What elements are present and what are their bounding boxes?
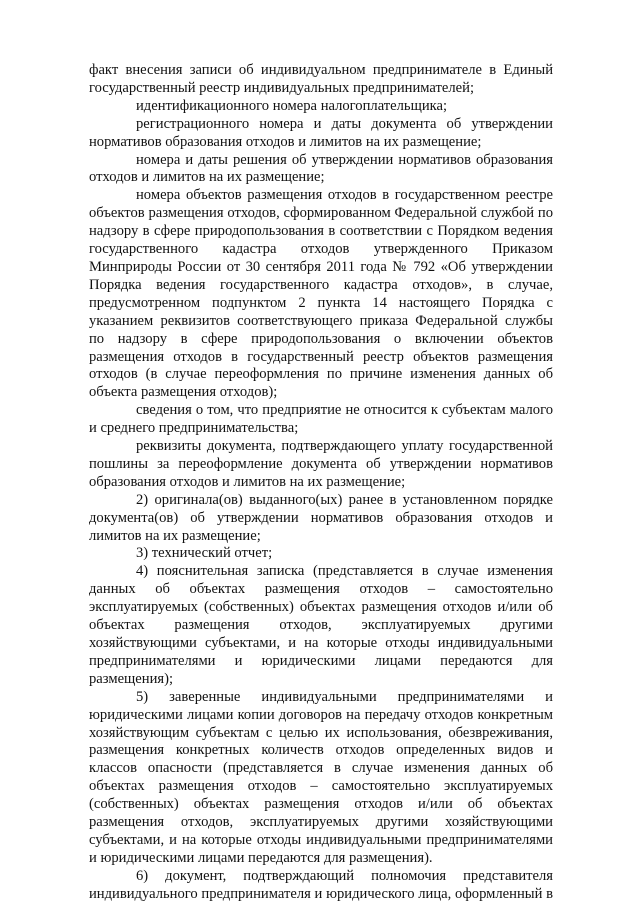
paragraph-waste-objects-numbers [89,187,553,402]
paragraph-item-2-originals: 2) оригинала(ов) выданного(ых) ранее в установленном порядке документа(ов) об утверждении нормативов образования отходов и лимитов на их размещение; [89,491,553,544]
paragraph-objects-inserted-fragment: государственного кадастра отходов утвержденного Приказом Минприроды России от 30 сентября 2011 года № 792 «Об утверждении Порядка ведения [89,241,553,293]
paragraph-registry-entry: факт внесения записи об индивидуальном предпринимателе в Единый государственный реестр индивидуальных предпринимателей; [89,62,553,96]
paragraph-item-3-technical-report: 3) технический отчет; [136,545,273,562]
paragraph-tax-id: идентификационного номера налогоплательщика; [136,97,448,114]
paragraph-objects-tail: государственного кадастра отходов», в случае, предусмотренном подпунктом 2 пункта 14 настоящего Порядка с указанием реквизитов соответствующего приказа Федеральной службы по надзору в сфере природопользования о включении объектов размещения отходов в государственный реестр объектов размещения отходов (в случае переоформления по причине изменения данных об объекта размещения отходов); [89,276,553,401]
paragraph-item-4-explanatory-note: 4) пояснительная записка (представляется в случае изменения данных об объектах размещения отходов – самостоятельно эксплуатируемых (собственных) объектах размещения отходов и/или об объектах размещения отходов, эксплуатируемых другими хозяйствующими субъектами, и на которые отходы индивидуальными предпринимателями и юридическими лицами передаются для размещения); [89,563,553,687]
paragraph-state-fee: реквизиты документа, подтверждающего уплату государственной пошлины за переоформление документа об утверждении нормативов образования отходов и лимитов на их размещение; [89,438,553,490]
paragraph-objects-head: номера объектов размещения отходов в государственном реестре объектов размещения отходов, сформированном Федеральной службой по надзору в сфере природопользования в соответствии с Порядком ведения [89,187,553,240]
paragraph-decision-number: номера и даты решения об утверждении нормативов образования отходов и лимитов на их размещение; [89,151,553,186]
paragraph-item-6-authority-document: 6) документ, подтверждающий полномочия представителя индивидуального предпринимателя и юридического лица, оформленный в [89,867,553,902]
paragraph-sme-status: сведения о том, что предприятие не относится к субъектам малого и среднего предпринимательства; [89,402,553,437]
paragraph-registration-number: регистрационного номера и даты документа об утверждении нормативов образования отходов и лимитов на их размещение; [89,115,553,150]
paragraph-item-5-contracts: 5) заверенные индивидуальными предпринимателями и юридическими лицами копии договоров на передачу отходов конкретным хозяйствующим субъектам с целью их использования, обезвреживания, размещения конкретных количеств отходов определенных видов и классов опасности (представляется в случае изменения данных об объектах размещения отходов – самостоятельно эксплуатируемых (собственных) объектах размещения отходов и/или об объектах размещения отходов, эксплуатируемых другими хозяйствующими субъектами, и на которые отходы индивидуальными предпринимателями и юридическими лицами передаются для размещения). [89,688,553,866]
